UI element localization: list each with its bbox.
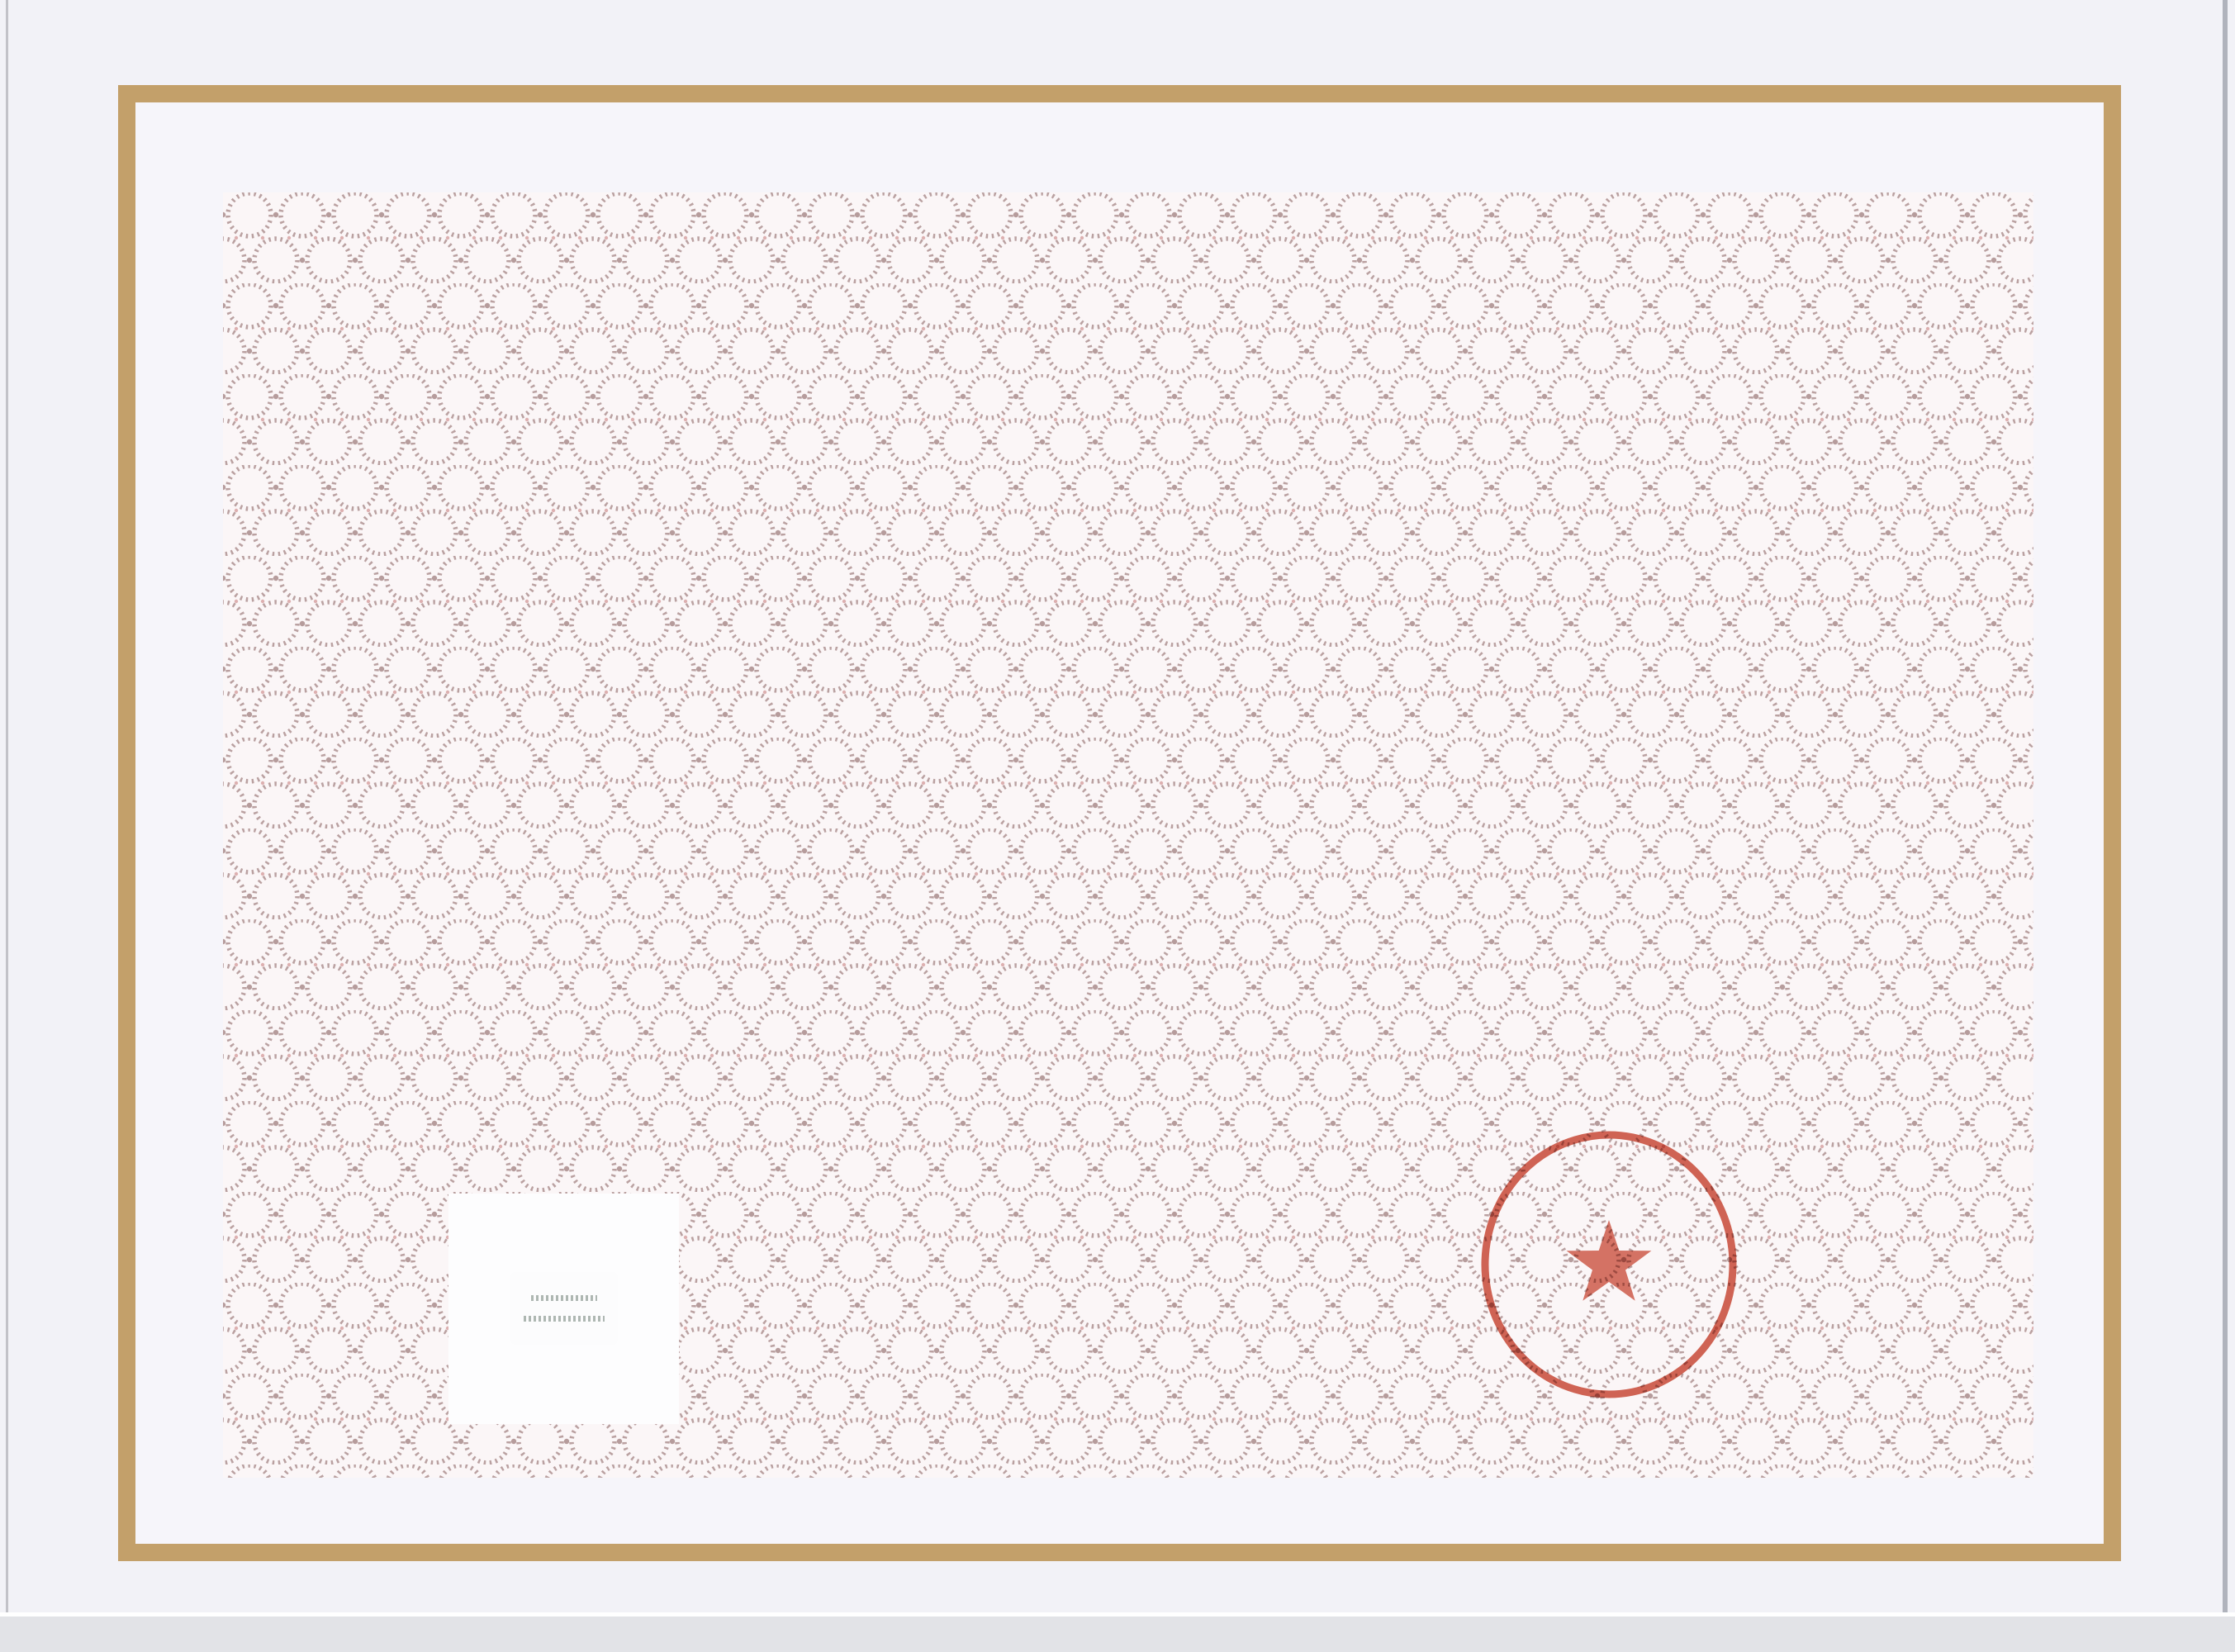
qr-micro-text-bottom — [524, 1316, 605, 1322]
seal-star-icon — [1567, 1220, 1652, 1301]
certificate-title — [0, 205, 2235, 552]
official-red-seal — [1464, 1116, 1753, 1413]
qr-micro-text-top — [531, 1295, 597, 1301]
qr-center-label — [510, 1272, 618, 1345]
